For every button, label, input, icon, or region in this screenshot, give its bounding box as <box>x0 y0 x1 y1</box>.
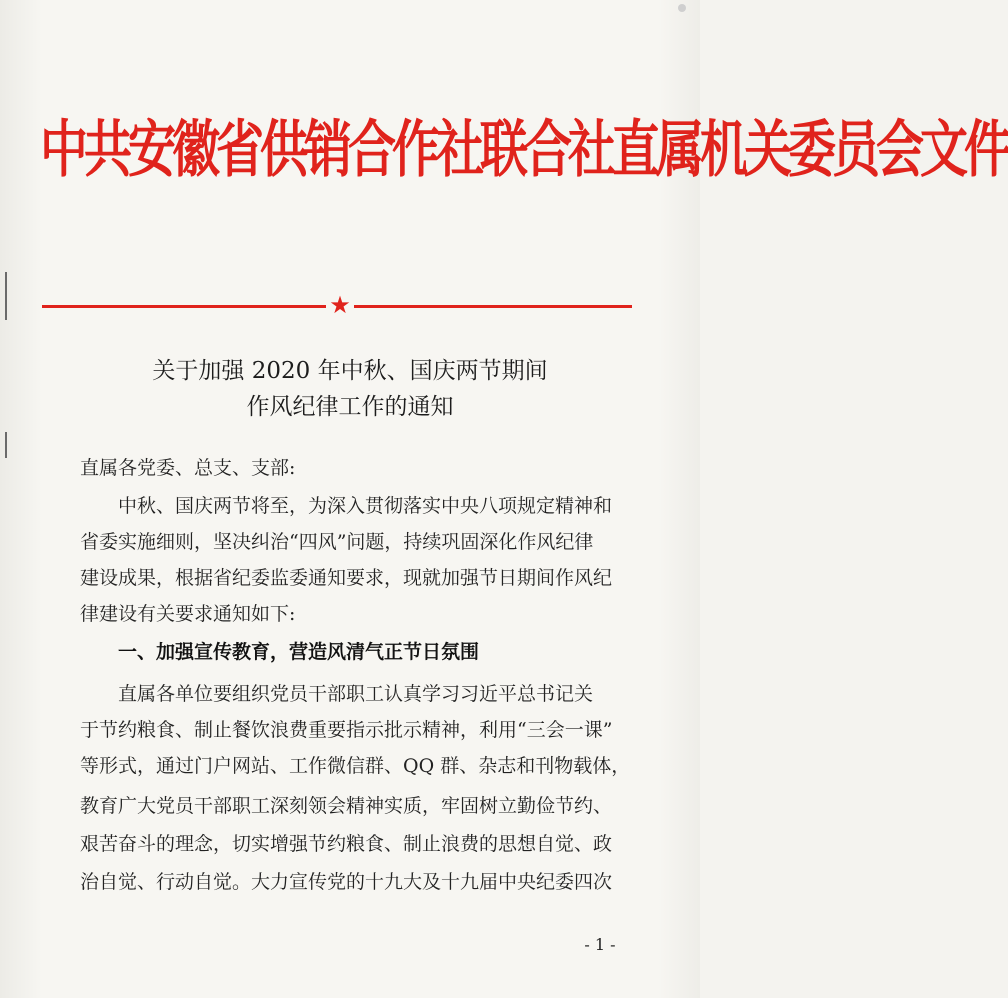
section1-line-3: 等形式，通过门户网站、工作微信群、QQ 群、杂志和刊物载体， <box>80 755 631 777</box>
red-rule-right <box>354 305 632 308</box>
intro-line-1: 中秋、国庆两节将至，为深入贯彻落实中央八项规定精神和 <box>118 495 613 517</box>
red-letterhead-title: 中共安徽省供销合作社联合社直属机关委员会文件 <box>40 114 1008 186</box>
section1-line-5: 艰苦奋斗的理念，切实增强节约粮食、制止浪费的思想自觉、政 <box>80 833 613 855</box>
section1-line-1: 直属各单位要组织党员干部职工认真学习习近平总书记关 <box>118 683 594 705</box>
document-title-line-2: 作风纪律工作的通知 <box>246 394 454 420</box>
intro-line-4: 律建设有关要求通知如下: <box>80 603 296 625</box>
section1-line-6: 治自觉、行动自觉。大力宣传党的十九大及十九届中央纪委四次 <box>80 871 613 893</box>
section1-line-2: 于节约粮食、制止餐饮浪费重要指示批示精神，利用“三会一课” <box>80 719 613 741</box>
page-number: - 1 - <box>584 935 616 954</box>
red-star-icon: ★ <box>329 291 351 319</box>
section1-line-4: 教育广大党员干部职工深刻领会精神实质，牢固树立勤俭节约、 <box>80 795 613 817</box>
salutation: 直属各党委、总支、支部: <box>80 457 296 479</box>
binding-mark-bottom <box>5 432 7 458</box>
red-rule-left <box>42 305 326 308</box>
intro-line-2: 省委实施细则，坚决纠治“四风”问题，持续巩固深化作风纪律 <box>80 531 594 553</box>
scan-corner-mark <box>678 4 686 12</box>
section-heading-1: 一、加强宣传教育，营造风清气正节日氛围 <box>118 641 480 663</box>
intro-line-3: 建设成果，根据省纪委监委通知要求，现就加强节日期间作风纪 <box>80 567 613 589</box>
document-title-line-1: 关于加强 2020 年中秋、国庆两节期间 <box>152 358 548 384</box>
binding-mark-top <box>5 272 7 320</box>
